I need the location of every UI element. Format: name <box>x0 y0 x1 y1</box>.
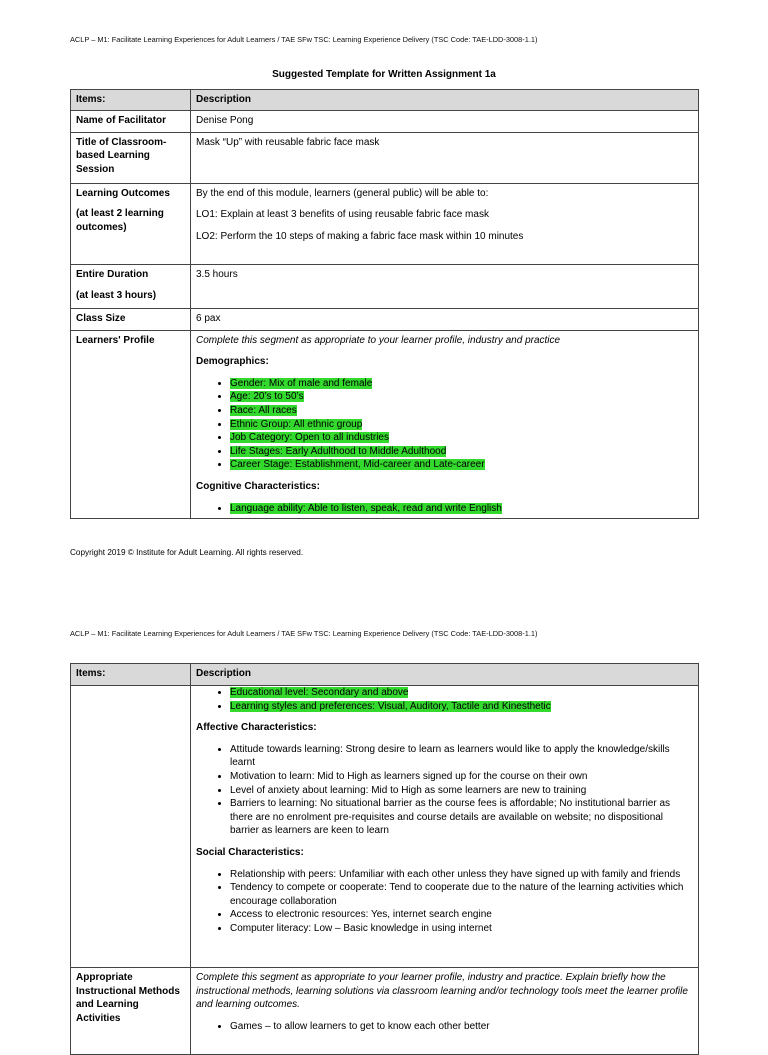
social-heading: Social Characteristics: <box>196 846 304 858</box>
list-item: • Age: 20’s to 50’s <box>230 390 693 404</box>
cognitive-list-continued <box>196 686 693 713</box>
outcomes-note: (at least 2 learning outcomes) <box>76 208 164 233</box>
table-row <box>71 264 699 308</box>
list-item: • Computer literacy: Low – Basic knowledge in using internet <box>230 922 693 936</box>
list-item: • Career Stage: Establishment, Mid-career and Late-career <box>230 458 693 472</box>
page-header: ACLP – M1: Facilitate Learning Experiences for Adult Learners / TAE SFw TSC: Learning Experience Delivery (TSC Code: TAE-LDD-3008-1.1) <box>70 35 538 44</box>
profile-label: Learners' Profile <box>71 330 191 519</box>
list-item: • Tendency to compete or cooperate: Tend to cooperate due to the nature of the learning activities which encourage collaboration <box>230 881 693 908</box>
list-item: • Life Stages: Early Adulthood to Middle Adulthood <box>230 445 693 459</box>
demographics-heading: Demographics: <box>196 356 269 368</box>
outcomes-intro: By the end of this module, learners (general public) will be able to: <box>196 187 489 199</box>
page-header: ACLP – M1: Facilitate Learning Experiences for Adult Learners / TAE SFw TSC: Learning Experience Delivery (TSC Code: TAE-LDD-3008-1.1) <box>70 629 538 638</box>
methods-intro: Complete this segment as appropriate to your learner profile, industry and practice. Explain briefly how the instructional methods, learning solutions via classroom learning and/or technology tools meet the learner profile and learning outcomes. <box>196 972 688 1011</box>
methods-label: Appropriate Instructional Methods and Learning Activities <box>71 968 191 1055</box>
session-label: Title of Classroom-based Learning Session <box>71 132 191 183</box>
session-value: Mask “Up” with reusable fabric face mask <box>191 132 699 183</box>
copyright-footer: Copyright 2019 © Institute for Adult Learning. All rights reserved. <box>70 548 304 557</box>
list-item: • Access to electronic resources: Yes, internet search engine <box>230 908 693 922</box>
list-item: • Language ability: Able to listen, speak, read and write English <box>230 502 693 516</box>
social-list <box>196 868 693 936</box>
table-row <box>71 308 699 330</box>
assignment-table <box>70 89 699 519</box>
list-item: • Educational level: Secondary and above <box>230 686 693 700</box>
list-item: • Attitude towards learning: Strong desire to learn as learners would like to apply the knowledge/skills learnt <box>230 743 693 770</box>
table-row <box>71 132 699 183</box>
assignment-table-continued <box>70 663 699 1055</box>
methods-list <box>196 1020 693 1034</box>
col-description-header: Description <box>191 664 699 686</box>
facilitator-label: Name of Facilitator <box>71 110 191 132</box>
profile-intro: Complete this segment as appropriate to your learner profile, industry and practice <box>196 334 561 346</box>
table-row <box>71 330 699 519</box>
duration-note: (at least 3 hours) <box>76 290 157 302</box>
table-row <box>71 183 699 264</box>
list-item: • Race: All races <box>230 404 693 418</box>
classsize-value: 6 pax <box>191 308 699 330</box>
list-item: • Gender: Mix of male and female <box>230 377 693 391</box>
table-header-row <box>71 90 699 111</box>
list-item: • Motivation to learn: Mid to High as learners signed up for the course on their own <box>230 770 693 784</box>
list-item: • Job Category: Open to all industries <box>230 431 693 445</box>
list-item: • Level of anxiety about learning: Mid to High as some learners are new to training <box>230 784 693 798</box>
affective-heading: Affective Characteristics: <box>196 722 317 734</box>
col-items-header: Items: <box>71 90 191 111</box>
cognitive-heading: Cognitive Characteristics: <box>196 480 320 492</box>
facilitator-value: Denise Pong <box>191 110 699 132</box>
list-item: • Games – to allow learners to get to know each other better <box>230 1020 693 1034</box>
list-item: • Learning styles and preferences: Visual, Auditory, Tactile and Kinesthetic <box>230 700 693 714</box>
table-row <box>71 968 699 1055</box>
table-row <box>71 686 699 968</box>
document-title: Suggested Template for Written Assignment 1a <box>272 69 496 80</box>
col-description-header: Description <box>191 90 699 111</box>
classsize-label: Class Size <box>71 308 191 330</box>
lo2: LO2: Perform the 10 steps of making a fabric face mask within 10 minutes <box>196 230 524 242</box>
duration-value: 3.5 hours <box>191 264 699 308</box>
list-item: • Relationship with peers: Unfamiliar with each other unless they have signed up with family and friends <box>230 868 693 882</box>
cognitive-list <box>196 502 693 516</box>
demographics-list <box>196 377 693 472</box>
list-item: • Ethnic Group: All ethnic group <box>230 418 693 432</box>
affective-list <box>196 743 693 838</box>
outcomes-label: Learning Outcomes <box>76 187 170 199</box>
list-item: • Barriers to learning: No situational barrier as the course fees is affordable; No institutional barrier as there are no enrolment pre-requisites and course details are available on website; no dispositional barrier as learners are keen to learn <box>230 797 693 838</box>
lo1: LO1: Explain at least 3 benefits of using reusable fabric face mask <box>196 209 489 221</box>
table-row <box>71 110 699 132</box>
table-header-row <box>71 664 699 686</box>
col-items-header: Items: <box>71 664 191 686</box>
duration-label: Entire Duration <box>76 268 149 280</box>
